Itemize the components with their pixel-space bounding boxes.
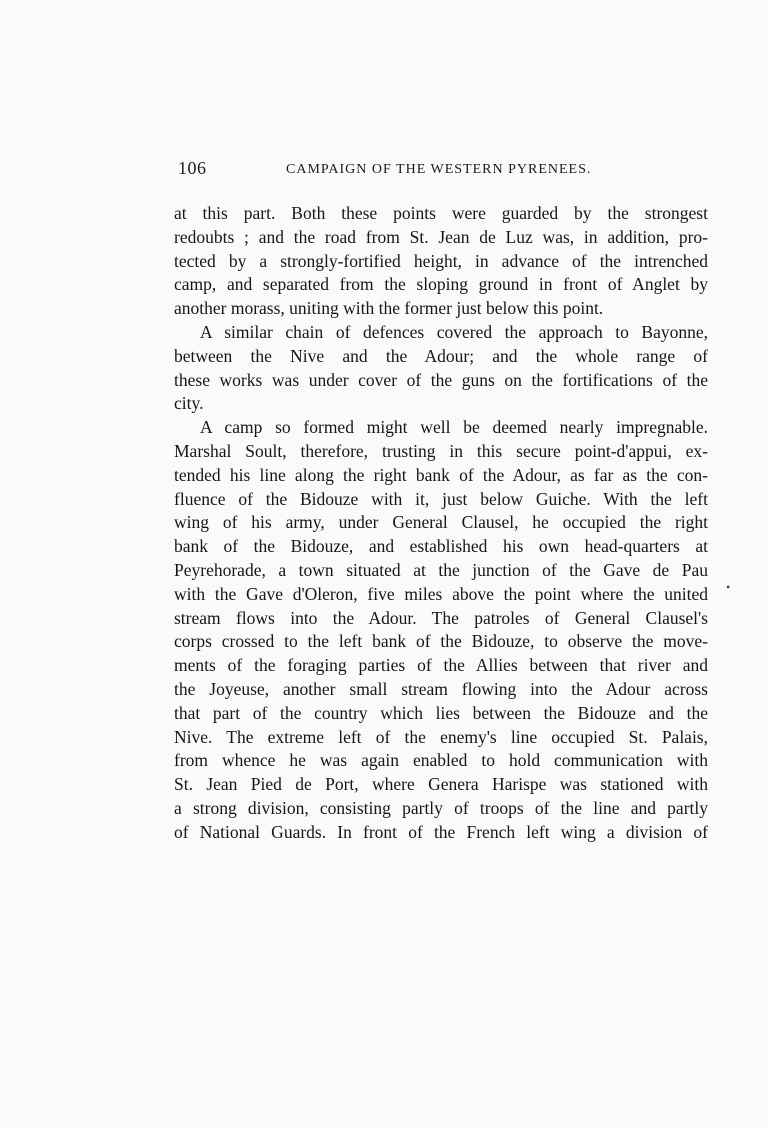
print-speck: • <box>726 580 731 594</box>
text-line: tected by a strongly-fortified height, in advance of the intrenched <box>174 250 708 271</box>
text-line: camp, and separated from the sloping ground in front of Anglet by <box>174 274 708 295</box>
text-line: between the Nive and the Adour; and the whole range of <box>174 345 708 366</box>
text-line: a strong division, consisting partly of troops of the line and partly <box>174 797 708 818</box>
text-line: city. <box>174 393 204 414</box>
paragraph-start-line: A similar chain of defences covered the approach to Bayonne, <box>200 321 708 342</box>
text-line: Marshal Soult, therefore, trusting in this secure point-d'appui, ex- <box>174 440 708 461</box>
text-line: ments of the foraging parties of the Allies between that river and <box>174 655 708 676</box>
text-line: Peyrehorade, a town situated at the junction of the Gave de Pau <box>174 559 708 580</box>
text-line: redoubts ; and the road from St. Jean de Luz was, in addition, pro- <box>174 226 708 247</box>
text-line: with the Gave d'Oleron, five miles above the point where the united <box>174 583 708 604</box>
page-number: 106 <box>178 158 207 178</box>
text-line: these works was under cover of the guns on the fortifications of the <box>174 369 708 390</box>
text-line: Nive. The extreme left of the enemy's line occupied St. Palais, <box>174 726 708 747</box>
running-title: CAMPAIGN OF THE WESTERN PYRENEES. <box>286 162 592 177</box>
text-line: St. Jean Pied de Port, where Genera Harispe was stationed with <box>174 774 708 795</box>
page-header <box>178 158 708 186</box>
text-line: tended his line along the right bank of the Adour, as far as the con- <box>174 464 708 485</box>
body-text <box>174 202 708 845</box>
text-line: fluence of the Bidouze with it, just below Guiche. With the left <box>174 488 708 509</box>
text-line: corps crossed to the left bank of the Bidouze, to observe the move- <box>174 631 708 652</box>
text-line: at this part. Both these points were guarded by the strongest <box>174 203 708 223</box>
text-line: stream flows into the Adour. The patroles of General Clausel's <box>174 607 708 628</box>
text-line: from whence he was again enabled to hold communication with <box>174 750 708 771</box>
text-line: of National Guards. In front of the French left wing a division of <box>174 821 708 842</box>
text-line: bank of the Bidouze, and established his own head-quarters at <box>174 536 708 557</box>
text-line: that part of the country which lies between the Bidouze and the <box>174 702 708 723</box>
paragraph-start-line: A camp so formed might well be deemed nearly impregnable. <box>200 417 708 438</box>
text-line: the Joyeuse, another small stream flowing into the Adour across <box>174 678 708 699</box>
text-line: wing of his army, under General Clausel, he occupied the right <box>174 512 708 533</box>
text-line: another morass, uniting with the former just below this point. <box>174 298 604 319</box>
